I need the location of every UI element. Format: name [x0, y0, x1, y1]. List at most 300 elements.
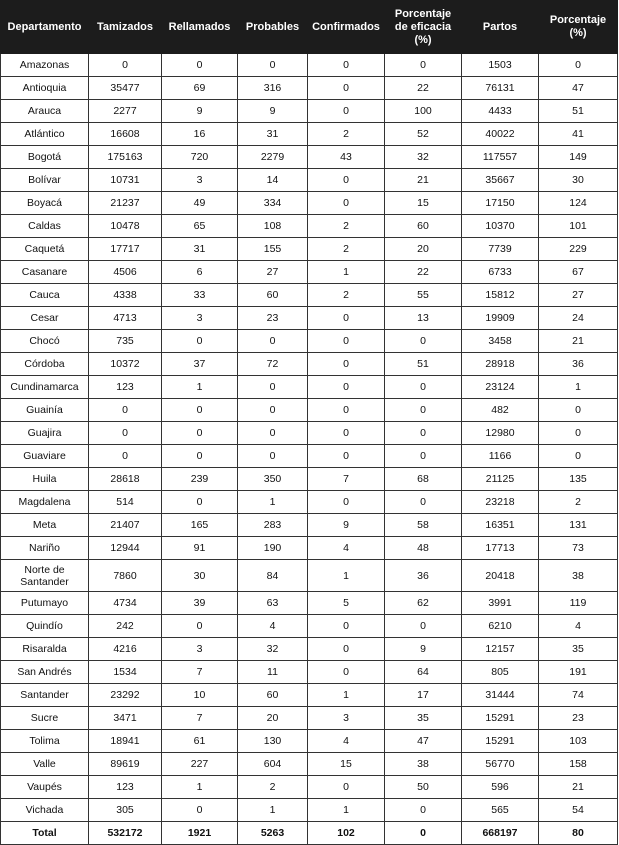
table-row	[1, 684, 618, 707]
value-cell: 229	[539, 238, 618, 261]
department-cell: Chocó	[1, 330, 89, 353]
value-cell: 68	[385, 468, 462, 491]
value-cell: 9	[385, 638, 462, 661]
value-cell: 72	[238, 353, 308, 376]
value-cell: 0	[89, 445, 162, 468]
department-cell: Córdoba	[1, 353, 89, 376]
value-cell: 0	[308, 169, 385, 192]
table-row	[1, 445, 618, 468]
value-cell: 61	[162, 730, 238, 753]
department-cell: Norte de Santander	[1, 560, 89, 592]
table-body	[1, 54, 618, 845]
department-cell: Cauca	[1, 284, 89, 307]
total-value-cell: 1921	[162, 822, 238, 845]
department-cell: Atlántico	[1, 123, 89, 146]
value-cell: 39	[162, 592, 238, 615]
value-cell: 123	[89, 776, 162, 799]
value-cell: 305	[89, 799, 162, 822]
value-cell: 1503	[462, 54, 539, 77]
value-cell: 3991	[462, 592, 539, 615]
value-cell: 7860	[89, 560, 162, 592]
value-cell: 65	[162, 215, 238, 238]
value-cell: 49	[162, 192, 238, 215]
department-cell: Santander	[1, 684, 89, 707]
value-cell: 165	[162, 514, 238, 537]
value-cell: 27	[539, 284, 618, 307]
value-cell: 0	[308, 100, 385, 123]
value-cell: 4734	[89, 592, 162, 615]
value-cell: 2277	[89, 100, 162, 123]
value-cell: 0	[308, 192, 385, 215]
department-cell: Guainía	[1, 399, 89, 422]
value-cell: 22	[385, 77, 462, 100]
value-cell: 0	[385, 799, 462, 822]
table-row	[1, 592, 618, 615]
value-cell: 15	[385, 192, 462, 215]
value-cell: 23292	[89, 684, 162, 707]
value-cell: 0	[162, 422, 238, 445]
value-cell: 58	[385, 514, 462, 537]
total-value-cell: 5263	[238, 822, 308, 845]
value-cell: 36	[385, 560, 462, 592]
total-value-cell: 0	[385, 822, 462, 845]
department-cell: Caldas	[1, 215, 89, 238]
table-row	[1, 615, 618, 638]
value-cell: 1	[162, 376, 238, 399]
value-cell: 67	[539, 261, 618, 284]
value-cell: 35	[385, 707, 462, 730]
table-row	[1, 799, 618, 822]
value-cell: 28618	[89, 468, 162, 491]
table-row	[1, 100, 618, 123]
table-row	[1, 192, 618, 215]
value-cell: 28918	[462, 353, 539, 376]
value-cell: 16	[162, 123, 238, 146]
department-cell: Magdalena	[1, 491, 89, 514]
department-cell: Vaupés	[1, 776, 89, 799]
value-cell: 21	[539, 330, 618, 353]
value-cell: 131	[539, 514, 618, 537]
value-cell: 3	[162, 169, 238, 192]
department-cell: Valle	[1, 753, 89, 776]
value-cell: 1	[238, 491, 308, 514]
table-row	[1, 707, 618, 730]
value-cell: 60	[238, 684, 308, 707]
value-cell: 21237	[89, 192, 162, 215]
value-cell: 101	[539, 215, 618, 238]
value-cell: 76131	[462, 77, 539, 100]
value-cell: 0	[162, 399, 238, 422]
value-cell: 0	[385, 330, 462, 353]
table-row	[1, 169, 618, 192]
value-cell: 482	[462, 399, 539, 422]
value-cell: 0	[89, 422, 162, 445]
value-cell: 12157	[462, 638, 539, 661]
value-cell: 0	[238, 330, 308, 353]
value-cell: 31	[162, 238, 238, 261]
value-cell: 119	[539, 592, 618, 615]
value-cell: 0	[308, 638, 385, 661]
value-cell: 0	[308, 445, 385, 468]
value-cell: 0	[385, 376, 462, 399]
value-cell: 20	[238, 707, 308, 730]
value-cell: 0	[539, 445, 618, 468]
value-cell: 84	[238, 560, 308, 592]
value-cell: 2	[539, 491, 618, 514]
value-cell: 38	[385, 753, 462, 776]
value-cell: 175163	[89, 146, 162, 169]
value-cell: 17	[385, 684, 462, 707]
value-cell: 2	[308, 215, 385, 238]
value-cell: 21	[539, 776, 618, 799]
value-cell: 3458	[462, 330, 539, 353]
value-cell: 0	[162, 615, 238, 638]
value-cell: 3	[162, 307, 238, 330]
value-cell: 4216	[89, 638, 162, 661]
table-row	[1, 54, 618, 77]
value-cell: 20418	[462, 560, 539, 592]
department-cell: San Andrés	[1, 661, 89, 684]
value-cell: 0	[385, 54, 462, 77]
department-cell: Amazonas	[1, 54, 89, 77]
value-cell: 63	[238, 592, 308, 615]
value-cell: 21407	[89, 514, 162, 537]
total-row	[1, 822, 618, 845]
table-row	[1, 468, 618, 491]
value-cell: 62	[385, 592, 462, 615]
value-cell: 604	[238, 753, 308, 776]
value-cell: 0	[238, 399, 308, 422]
total-value-cell: 668197	[462, 822, 539, 845]
table-row	[1, 307, 618, 330]
total-value-cell: 80	[539, 822, 618, 845]
value-cell: 50	[385, 776, 462, 799]
value-cell: 0	[308, 399, 385, 422]
value-cell: 47	[539, 77, 618, 100]
value-cell: 2279	[238, 146, 308, 169]
table-row	[1, 661, 618, 684]
value-cell: 1	[238, 799, 308, 822]
value-cell: 720	[162, 146, 238, 169]
table-row	[1, 261, 618, 284]
table-row	[1, 330, 618, 353]
value-cell: 30	[539, 169, 618, 192]
value-cell: 15	[308, 753, 385, 776]
value-cell: 6	[162, 261, 238, 284]
value-cell: 0	[308, 422, 385, 445]
value-cell: 23218	[462, 491, 539, 514]
table-row	[1, 238, 618, 261]
value-cell: 1	[308, 261, 385, 284]
value-cell: 350	[238, 468, 308, 491]
header-row	[1, 1, 618, 54]
table-row	[1, 353, 618, 376]
value-cell: 23	[539, 707, 618, 730]
value-cell: 227	[162, 753, 238, 776]
table-row	[1, 730, 618, 753]
value-cell: 158	[539, 753, 618, 776]
value-cell: 316	[238, 77, 308, 100]
value-cell: 4	[308, 537, 385, 560]
value-cell: 10731	[89, 169, 162, 192]
department-cell: Bogotá	[1, 146, 89, 169]
value-cell: 1	[308, 684, 385, 707]
value-cell: 15291	[462, 730, 539, 753]
department-cell: Caquetá	[1, 238, 89, 261]
col-header-rellamados: Rellamados	[162, 1, 238, 54]
value-cell: 0	[385, 615, 462, 638]
department-cell: Huila	[1, 468, 89, 491]
table-row	[1, 399, 618, 422]
value-cell: 0	[89, 54, 162, 77]
table-row	[1, 776, 618, 799]
value-cell: 69	[162, 77, 238, 100]
value-cell: 0	[238, 422, 308, 445]
value-cell: 123	[89, 376, 162, 399]
value-cell: 2	[308, 238, 385, 261]
department-cell: Guajira	[1, 422, 89, 445]
department-cell: Cesar	[1, 307, 89, 330]
value-cell: 0	[162, 491, 238, 514]
value-cell: 7	[162, 661, 238, 684]
value-cell: 4	[539, 615, 618, 638]
value-cell: 4506	[89, 261, 162, 284]
value-cell: 14	[238, 169, 308, 192]
value-cell: 9	[238, 100, 308, 123]
table-row	[1, 514, 618, 537]
value-cell: 805	[462, 661, 539, 684]
table-row	[1, 376, 618, 399]
value-cell: 9	[308, 514, 385, 537]
department-cell: Cundinamarca	[1, 376, 89, 399]
department-cell: Sucre	[1, 707, 89, 730]
value-cell: 7	[162, 707, 238, 730]
value-cell: 31	[238, 123, 308, 146]
value-cell: 0	[308, 77, 385, 100]
value-cell: 4	[238, 615, 308, 638]
value-cell: 514	[89, 491, 162, 514]
value-cell: 0	[238, 445, 308, 468]
col-header-departamento: Departamento	[1, 1, 89, 54]
department-cell: Guaviare	[1, 445, 89, 468]
value-cell: 0	[238, 376, 308, 399]
value-cell: 117557	[462, 146, 539, 169]
value-cell: 7739	[462, 238, 539, 261]
value-cell: 9	[162, 100, 238, 123]
value-cell: 22	[385, 261, 462, 284]
value-cell: 52	[385, 123, 462, 146]
value-cell: 4338	[89, 284, 162, 307]
value-cell: 0	[539, 54, 618, 77]
value-cell: 124	[539, 192, 618, 215]
value-cell: 3	[308, 707, 385, 730]
total-value-cell: 102	[308, 822, 385, 845]
value-cell: 51	[385, 353, 462, 376]
value-cell: 191	[539, 661, 618, 684]
value-cell: 48	[385, 537, 462, 560]
value-cell: 334	[238, 192, 308, 215]
value-cell: 35	[539, 638, 618, 661]
value-cell: 155	[238, 238, 308, 261]
value-cell: 11	[238, 661, 308, 684]
value-cell: 6733	[462, 261, 539, 284]
col-header-tamizados: Tamizados	[89, 1, 162, 54]
value-cell: 239	[162, 468, 238, 491]
value-cell: 1	[308, 799, 385, 822]
value-cell: 56770	[462, 753, 539, 776]
value-cell: 3471	[89, 707, 162, 730]
col-header-confirmados: Confirmados	[308, 1, 385, 54]
value-cell: 32	[238, 638, 308, 661]
total-label: Total	[1, 822, 89, 845]
value-cell: 0	[308, 776, 385, 799]
value-cell: 1166	[462, 445, 539, 468]
value-cell: 16608	[89, 123, 162, 146]
value-cell: 54	[539, 799, 618, 822]
value-cell: 73	[539, 537, 618, 560]
value-cell: 10370	[462, 215, 539, 238]
value-cell: 35667	[462, 169, 539, 192]
value-cell: 60	[385, 215, 462, 238]
value-cell: 21125	[462, 468, 539, 491]
col-header-porcentaje: Porcentaje (%)	[539, 1, 618, 54]
value-cell: 15812	[462, 284, 539, 307]
value-cell: 0	[308, 376, 385, 399]
value-cell: 89619	[89, 753, 162, 776]
value-cell: 0	[308, 661, 385, 684]
value-cell: 24	[539, 307, 618, 330]
value-cell: 0	[385, 422, 462, 445]
value-cell: 0	[308, 330, 385, 353]
department-cell: Tolima	[1, 730, 89, 753]
value-cell: 1	[308, 560, 385, 592]
value-cell: 0	[308, 615, 385, 638]
value-cell: 0	[539, 399, 618, 422]
value-cell: 0	[308, 54, 385, 77]
value-cell: 10372	[89, 353, 162, 376]
table-header	[1, 1, 618, 54]
table-row	[1, 753, 618, 776]
value-cell: 15291	[462, 707, 539, 730]
table-row	[1, 537, 618, 560]
value-cell: 2	[238, 776, 308, 799]
department-cell: Putumayo	[1, 592, 89, 615]
value-cell: 17717	[89, 238, 162, 261]
value-cell: 51	[539, 100, 618, 123]
value-cell: 3	[162, 638, 238, 661]
value-cell: 103	[539, 730, 618, 753]
department-cell: Quindío	[1, 615, 89, 638]
value-cell: 33	[162, 284, 238, 307]
value-cell: 596	[462, 776, 539, 799]
value-cell: 0	[162, 799, 238, 822]
table-row	[1, 284, 618, 307]
value-cell: 0	[308, 307, 385, 330]
department-cell: Arauca	[1, 100, 89, 123]
value-cell: 0	[89, 399, 162, 422]
value-cell: 32	[385, 146, 462, 169]
department-cell: Casanare	[1, 261, 89, 284]
value-cell: 12944	[89, 537, 162, 560]
value-cell: 55	[385, 284, 462, 307]
value-cell: 565	[462, 799, 539, 822]
value-cell: 0	[308, 491, 385, 514]
value-cell: 21	[385, 169, 462, 192]
value-cell: 6210	[462, 615, 539, 638]
table-row	[1, 77, 618, 100]
value-cell: 36	[539, 353, 618, 376]
value-cell: 2	[308, 123, 385, 146]
value-cell: 10	[162, 684, 238, 707]
value-cell: 19909	[462, 307, 539, 330]
value-cell: 37	[162, 353, 238, 376]
department-cell: Bolívar	[1, 169, 89, 192]
value-cell: 30	[162, 560, 238, 592]
value-cell: 17150	[462, 192, 539, 215]
value-cell: 74	[539, 684, 618, 707]
value-cell: 130	[238, 730, 308, 753]
table-row	[1, 560, 618, 592]
value-cell: 43	[308, 146, 385, 169]
value-cell: 0	[539, 422, 618, 445]
value-cell: 35477	[89, 77, 162, 100]
table-row	[1, 491, 618, 514]
value-cell: 4713	[89, 307, 162, 330]
value-cell: 149	[539, 146, 618, 169]
value-cell: 283	[238, 514, 308, 537]
col-header-porcentaje-eficacia: Porcentaje de eficacia (%)	[385, 1, 462, 54]
value-cell: 0	[162, 330, 238, 353]
value-cell: 0	[385, 399, 462, 422]
value-cell: 242	[89, 615, 162, 638]
value-cell: 7	[308, 468, 385, 491]
value-cell: 1	[539, 376, 618, 399]
value-cell: 64	[385, 661, 462, 684]
value-cell: 91	[162, 537, 238, 560]
col-header-probables: Probables	[238, 1, 308, 54]
value-cell: 5	[308, 592, 385, 615]
value-cell: 47	[385, 730, 462, 753]
value-cell: 0	[162, 445, 238, 468]
value-cell: 16351	[462, 514, 539, 537]
value-cell: 10478	[89, 215, 162, 238]
value-cell: 12980	[462, 422, 539, 445]
value-cell: 0	[308, 353, 385, 376]
table-row	[1, 638, 618, 661]
total-value-cell: 532172	[89, 822, 162, 845]
department-cell: Risaralda	[1, 638, 89, 661]
department-cell: Vichada	[1, 799, 89, 822]
department-cell: Boyacá	[1, 192, 89, 215]
department-cell: Meta	[1, 514, 89, 537]
value-cell: 23	[238, 307, 308, 330]
value-cell: 4433	[462, 100, 539, 123]
value-cell: 1534	[89, 661, 162, 684]
value-cell: 13	[385, 307, 462, 330]
value-cell: 4	[308, 730, 385, 753]
value-cell: 20	[385, 238, 462, 261]
value-cell: 100	[385, 100, 462, 123]
table-row	[1, 123, 618, 146]
value-cell: 0	[385, 445, 462, 468]
value-cell: 31444	[462, 684, 539, 707]
value-cell: 0	[238, 54, 308, 77]
department-cell: Nariño	[1, 537, 89, 560]
value-cell: 190	[238, 537, 308, 560]
value-cell: 40022	[462, 123, 539, 146]
value-cell: 41	[539, 123, 618, 146]
value-cell: 108	[238, 215, 308, 238]
